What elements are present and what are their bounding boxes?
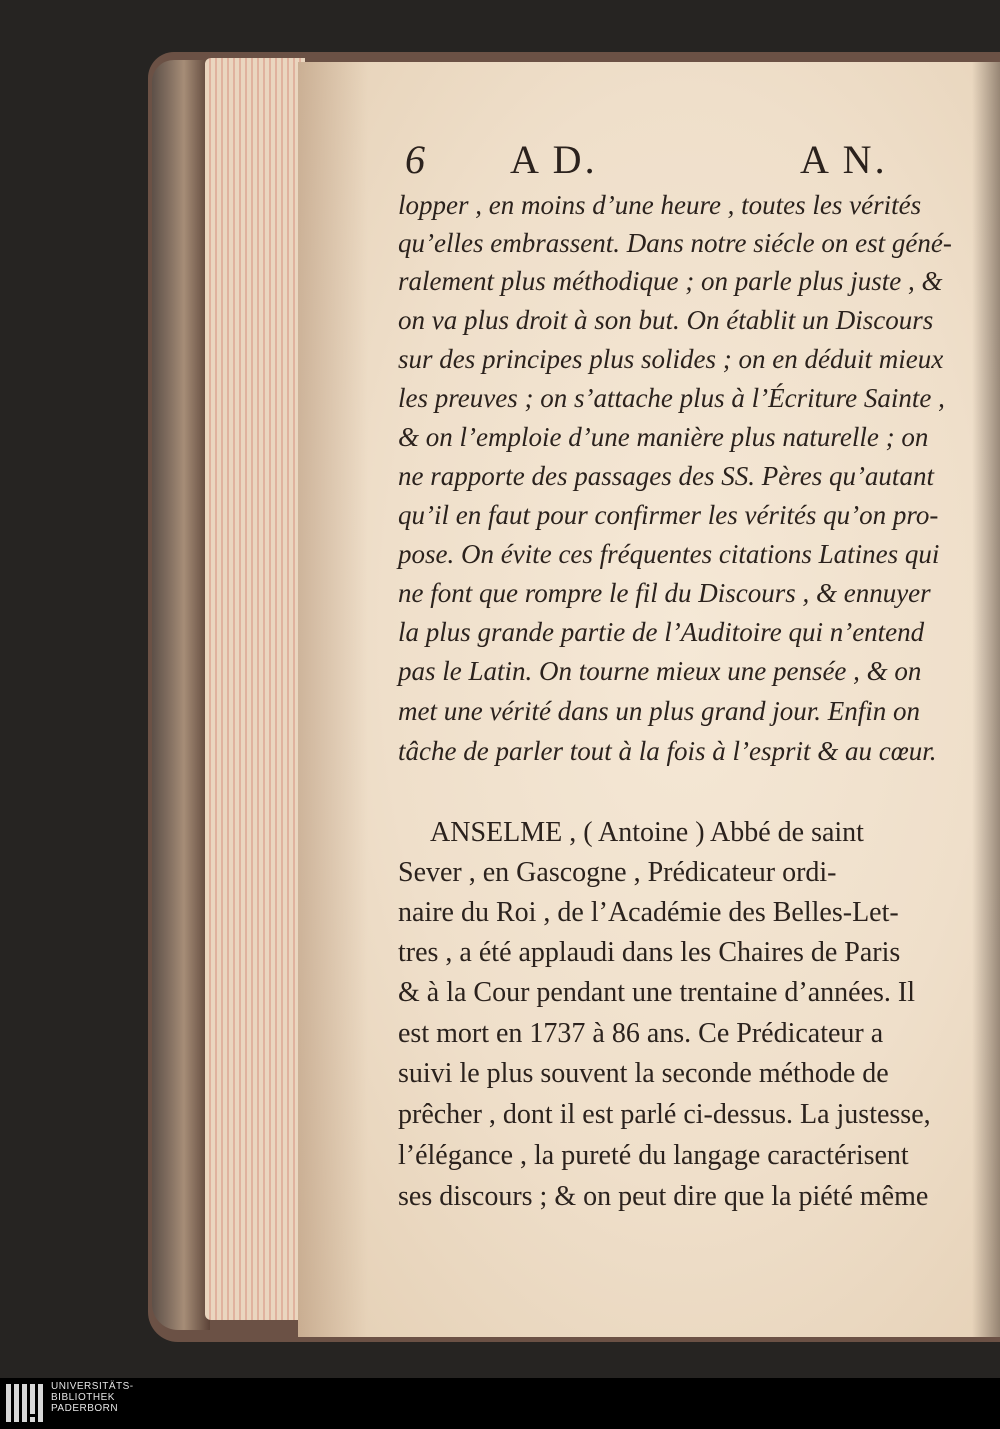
text-line: ne rapporte des passages des SS. Pères qu’autant bbox=[398, 461, 934, 491]
page-edges bbox=[205, 58, 305, 1320]
page-number: 6 bbox=[405, 137, 428, 182]
text-line: Sever , en Gascogne , Prédicateur ordi- bbox=[398, 857, 837, 888]
running-head-right: A N. bbox=[800, 137, 888, 182]
text-line: met une vérité dans un plus grand jour. Enfin on bbox=[398, 696, 920, 726]
text-line: sur des principes plus solides ; on en déduit mieux bbox=[398, 344, 944, 374]
text-line: pas le Latin. On tourne mieux une pensée , & on bbox=[398, 656, 922, 686]
text-line: qu’elles embrassent. Dans notre siécle on est géné- bbox=[398, 228, 952, 258]
text-line: & à la Cour pendant une trentaine d’années. Il bbox=[398, 977, 916, 1008]
text-line: lopper , en moins d’une heure , toutes les vérités bbox=[398, 190, 922, 220]
text-line: ne font que rompre le fil du Discours , & ennuyer bbox=[398, 578, 931, 608]
book-spine bbox=[152, 60, 210, 1330]
text-line: naire du Roi , de l’Académie des Belles-Let- bbox=[398, 897, 899, 928]
library-logo-text bbox=[51, 1381, 134, 1414]
text-line: on va plus droit à son but. On établit un Discours bbox=[398, 305, 934, 335]
footer-bar bbox=[0, 1378, 1000, 1429]
text-line: pose. On évite ces fréquentes citations Latines qui bbox=[398, 539, 940, 569]
page-right-edge-shadow bbox=[972, 62, 1000, 1337]
logo-line: UNIVERSITÄTS- bbox=[51, 1381, 134, 1392]
logo-line: PADERBORN bbox=[51, 1403, 119, 1414]
text-line: ses discours ; & on peut dire que la piété même bbox=[398, 1181, 929, 1212]
text-line: est mort en 1737 à 86 ans. Ce Prédicateur a bbox=[398, 1018, 884, 1049]
running-head-left: A D. bbox=[510, 137, 598, 182]
text-line: les preuves ; on s’attache plus à l’Écriture Sainte , bbox=[398, 383, 945, 413]
text-line: suivi le plus souvent la seconde méthode de bbox=[398, 1058, 889, 1089]
text-line: & on l’emploie d’une manière plus naturelle ; on bbox=[398, 422, 929, 452]
text-line: qu’il en faut pour confirmer les vérités qu’on pro- bbox=[398, 500, 939, 530]
text-line: l’élégance , la pureté du langage caractérisent bbox=[398, 1140, 909, 1171]
gutter-shadow bbox=[298, 62, 368, 1337]
text-line: tâche de parler tout à la fois à l’esprit & au cœur. bbox=[398, 736, 937, 766]
logo-line: BIBLIOTHEK bbox=[51, 1392, 115, 1403]
text-line: prêcher , dont il est parlé ci-dessus. La justesse, bbox=[398, 1099, 931, 1130]
text-line: tres , a été applaudi dans les Chaires de Paris bbox=[398, 937, 901, 968]
library-bars-icon bbox=[6, 1384, 46, 1424]
text-line: ralement plus méthodique ; on parle plus juste , & bbox=[398, 266, 943, 296]
text-line: la plus grande partie de l’Auditoire qui n’entend bbox=[398, 617, 925, 647]
text-line: ANSELME , ( Antoine ) Abbé de saint bbox=[430, 817, 864, 848]
